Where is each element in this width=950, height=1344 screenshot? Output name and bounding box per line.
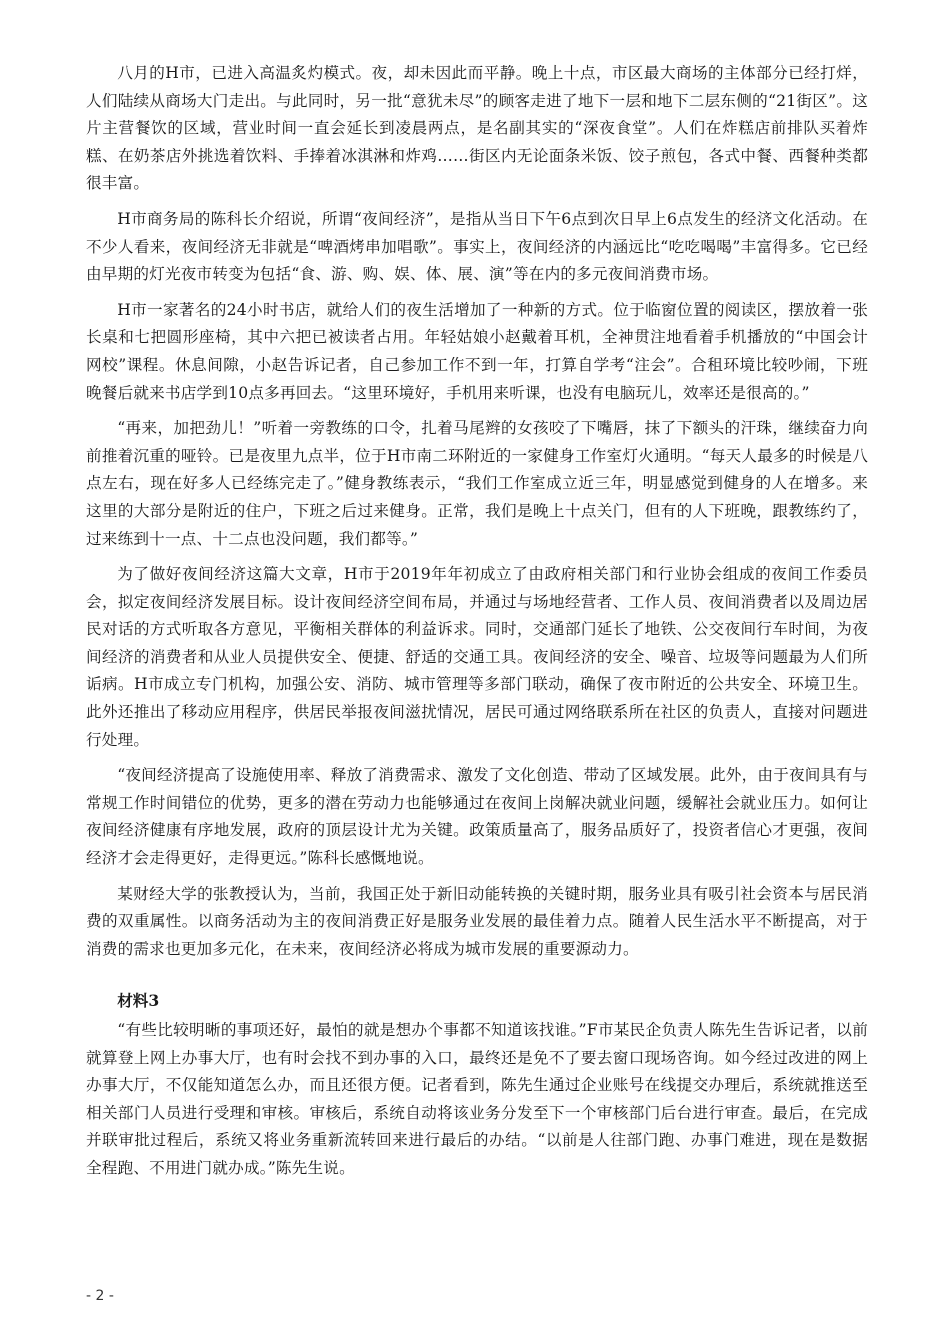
paragraph-professor-view: 某财经大学的张教授认为，当前，我国正处于新旧动能转换的关键时期，服务业具有吸引社会资本与居民消费的双重属性。以商务活动为主的夜间消费正好是服务业发展的最佳着力点。随着人民生活水平不断提高，对于消费的需求也更加多元化，在未来，夜间经济必将成为城市发展的重要源动力。 — [86, 884, 868, 958]
paragraph-24h-bookstore: H市一家著名的24小时书店，就给人们的夜生活增加了一种新的方式。位于临窗位置的阅读区，摆放着一张长桌和七把圆形座椅，其中六把已被读者占用。年轻姑娘小赵戴着耳机，全神贯注地看着手机播放的“中国会计网校”课程。休息间隙，小赵告诉记者，自己参加工作不到一年，打算自学考“注会”。合租环境比较吵闹，下班晚餐后就来书店学到10点多再回去。“这里环境好，手机用来听课，也没有电脑玩儿，效率还是很高的。” — [86, 300, 868, 402]
paragraph-chief-quote: “夜间经济提高了设施使用率、释放了消费需求、激发了文化创造、带动了区域发展。此外，由于夜间具有与常规工作时间错位的优势，更多的潜在劳动力也能够通过在夜间上岗解决就业问题，缓解社会就业压力。如何让夜间经济健康有序地发展，政府的顶层设计尤为关键。政策质量高了，服务品质好了，投资者信心才更强，夜间经济才会走得更好，走得更远。”陈科长感慨地说。 — [86, 766, 868, 868]
section-heading-material-3: 材料3 — [117, 991, 160, 1011]
document-page — [86, 60, 868, 1191]
paragraph-night-committee: 为了做好夜间经济这篇大文章，H市于2019年年初成立了由政府相关部门和行业协会组成的夜间工作委员会，拟定夜间经济发展目标。设计夜间经济空间布局，并通过与场地经营者、工作人员、夜间消费者以及周边居民对话的方式听取各方意见，平衡相关群体的利益诉求。同时，交通部门延长了地铁、公交夜间行车时间，为夜间经济的消费者和从业人员提供安全、便捷、舒适的交通工具。夜间经济的安全、噪音、垃圾等问题最为人们所诟病。H市成立专门机构，加强公安、消防、城市管理等多部门联动，确保了夜市附近的公共安全、环境卫生。此外还推出了移动应用程序，供居民举报夜间滋扰情况，居民可通过网络联系所在社区的负责人，直接对问题进行处理。 — [86, 565, 868, 749]
page-number: - 2 - — [86, 1288, 114, 1304]
paragraph-online-service-hall: “有些比较明晰的事项还好，最怕的就是想办个事都不知道该找谁。”F市某民企负责人陈先生告诉记者，以前就算登上网上办事大厅，也有时会找不到办事的入口，最终还是免不了要去窗口现场咨询。如今经过改进的网上办事大厅，不仅能知道怎么办，而且还很方便。记者看到，陈先生通过企业账号在线提交办理后，系统就推送至相关部门人员进行受理和审核。审核后，系统自动将该业务分发至下一个审核部门后台进行审查。最后，在完成并联审批过程后，系统又将业务重新流转回来进行最后的办结。“以前是人往部门跑、办事门难进，现在是数据全程跑、不用进门就办成。”陈先生说。 — [86, 1021, 868, 1177]
paragraph-night-mall: 八月的H市，已进入高温炙灼模式。夜，却未因此而平静。晚上十点，市区最大商场的主体部分已经打烊，人们陆续从商场大门走出。与此同时，另一批“意犹未尽”的顾客走进了地下一层和地下二层东侧的“21街区”。这片主营餐饮的区域，营业时间一直会延长到凌晨两点，是名副其实的“深夜食堂”。人们在炸糕店前排队买着炸糕、在奶茶店外挑选着饮料、手捧着冰淇淋和炸鸡……街区内无论面条米饭、饺子煎包，各式中餐、西餐种类都很丰富。 — [86, 64, 868, 193]
paragraph-night-economy-definition: H市商务局的陈科长介绍说，所谓“夜间经济”，是指从当日下午6点到次日早上6点发生的经济文化活动。在不少人看来，夜间经济无非就是“啤酒烤串加唱歌”。事实上，夜间经济的内涵远比“吃吃喝喝”丰富得多。它已经由早期的灯光夜市转变为包括“食、游、购、娱、体、展、演”等在内的多元夜间消费市场。 — [86, 209, 868, 284]
paragraph-gym-studio: “再来，加把劲儿！”听着一旁教练的口令，扎着马尾辫的女孩咬了下嘴唇，抹了下额头的汗珠，继续奋力向前推着沉重的哑铃。已是夜里九点半，位于H市南二环附近的一家健身工作室灯火通明。“每天人最多的时候是八点左右，现在好多人已经练完走了。”健身教练表示，“我们工作室成立近三年，明显感觉到健身的人在增多。来这里的大部分是附近的住户，下班之后过来健身。正常，我们是晚上十点关门，但有的人下班晚，跟教练约了，过来练到十一点、十二点也没问题，我们都等。” — [86, 419, 868, 548]
